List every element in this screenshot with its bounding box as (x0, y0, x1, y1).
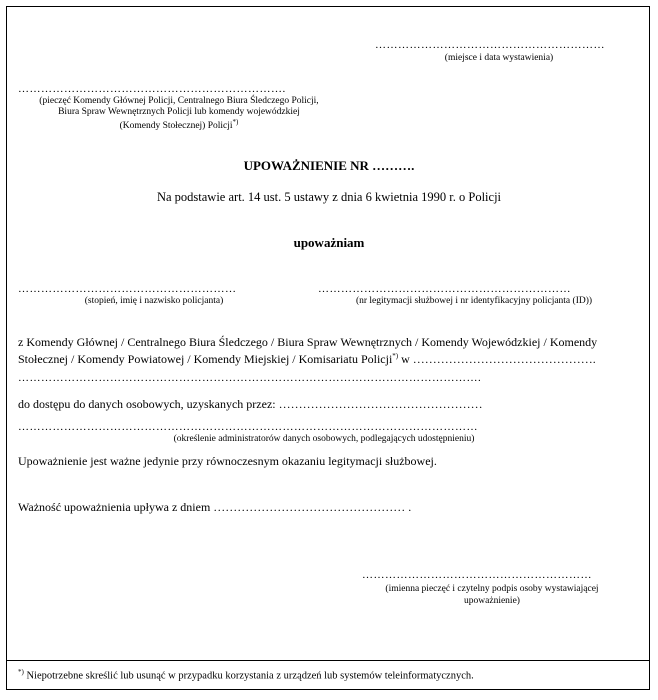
access-text: do dostępu do danych osobowych, uzyskanych przez: …………………………………………… (18, 397, 483, 411)
access-caption: (określenie administratorów danych osobowych, podlegających udostępnieniu) (173, 434, 475, 444)
signature-caption-line1: (imienna pieczęć i czytelny podpis osoby wystawiającej (385, 584, 599, 594)
unit-line1: z Komendy Głównej / Centralnego Biura Śledczego / Biura Spraw Wewnętrznych / Komendy Wojewódzkiej / Komendy (18, 335, 598, 349)
stamp-caption-line1: (pieczęć Komendy Głównej Policji, Centralnego Biura Śledczego Policji, (39, 96, 319, 106)
stamp-caption-line2: Biura Spraw Wewnętrznych Policji lub komendy wojewódzkiej (58, 107, 300, 117)
validity-text: Upoważnienie jest ważne jedynie przy równoczesnym okazaniu legitymacji służbowej. (18, 454, 437, 468)
officer-id-caption: (nr legitymacji służbowej i nr identyfikacyjny policjanta (ID)) (355, 296, 593, 306)
stamp-caption-line3: (Komendy Stołecznej) Policji*) (119, 118, 239, 132)
signature-dots: …………………………………………………… (362, 569, 592, 581)
unit-line2: Stołecznej / Komendy Powiatowej / Komendy Miejskiej / Komisariatu Policji*) w ………………………………………. (18, 352, 596, 366)
unit-dots-line: …………………………………………………………………………………………………………. (18, 372, 482, 384)
expiry-text: Ważność upoważnienia upływa z dniem ………………………………………… . (18, 500, 412, 514)
signature-caption-line2: upoważnienie) (464, 596, 520, 606)
footnote-rule (6, 660, 650, 661)
place-date-caption: (miejsce i data wystawienia) (444, 53, 554, 63)
authorize-heading: upoważniam (293, 235, 365, 250)
officer-name-caption: (stopień, imię i nazwisko policjanta) (84, 296, 224, 306)
officer-name-dots: ………………………………………………… (18, 283, 237, 295)
footnote: *) Niepotrzebne skreślić lub usunąć w przypadku korzystania z urządzeń lub systemów teleinformatycznych. (18, 668, 474, 682)
stamp-dots: ……………………………………………………………. (18, 83, 286, 95)
access-dots: ………………………………………………………………………………………………………… (18, 421, 478, 433)
officer-id-dots: ………………………………………………………… (318, 283, 571, 295)
document-title: UPOWAŻNIENIE NR ………. (243, 158, 415, 173)
legal-basis: Na podstawie art. 14 ust. 5 ustawy z dnia 6 kwietnia 1990 r. o Policji (156, 190, 502, 204)
place-date-dots: …………………………………………………… (375, 39, 605, 51)
